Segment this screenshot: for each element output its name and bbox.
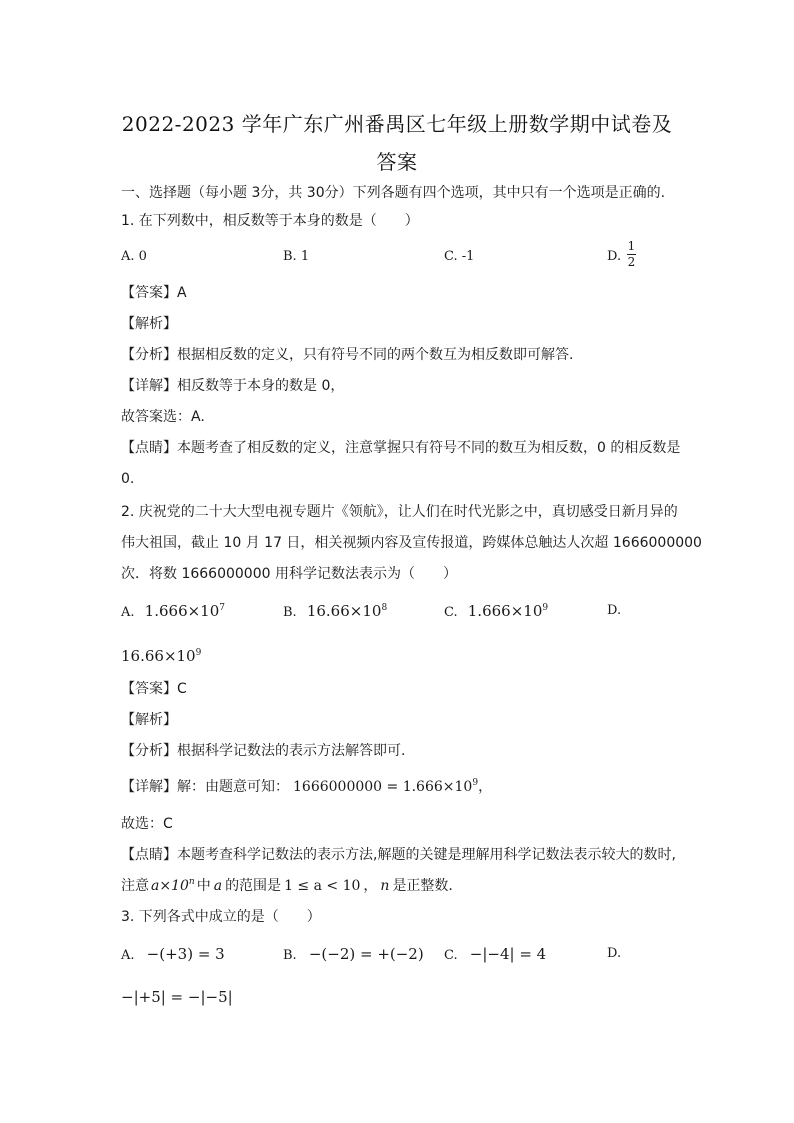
q1-option-b: B. 1: [283, 249, 310, 264]
q1-dianjing-line-2: 0.: [121, 471, 135, 487]
q1-option-c: C. -1: [444, 249, 475, 264]
q1-conclusion: 故答案选：A.: [121, 409, 205, 425]
q3-option-d-math: [121, 988, 233, 1008]
document-title-line-2: 答案: [376, 150, 418, 174]
document-title-line-1: 2022-2023 学年广东广州番禺区七年级上册数学期中试卷及: [121, 112, 673, 136]
option-label: C.: [444, 948, 458, 963]
q2-option-a: [121, 602, 225, 622]
q2-dianjing-line-2: 注意 $a\times 10^n$ 中 a 的范围是 1 ≤ a < 10 ， n 是正整数.: [121, 877, 453, 894]
q1-stem: 1. 在下列数中，相反数等于本身的数是（ ）: [121, 213, 419, 229]
q2-conclusion: 故选：C: [121, 816, 173, 832]
option-math: $1.666\times 10^7$: [144, 602, 226, 620]
q2-option-d-label: D.: [607, 603, 622, 618]
q2-analysis-label: 【解析】: [121, 712, 177, 728]
q1-xiangjie: 【详解】相反数等于本身的数是 0，: [121, 378, 345, 394]
option-math: $16.66\times 10^9$: [121, 647, 202, 665]
option-math: $16.66\times 10^8$: [306, 602, 388, 620]
q1-option-a: A. 0: [121, 249, 147, 264]
q1-fenxi: 【分析】根据相反数的定义，只有符号不同的两个数互为相反数即可解答.: [121, 347, 574, 363]
option-math: −|+5| = −|−5|: [121, 988, 233, 1006]
q2-stem-line-3: 次．将数 1666000000 用科学记数法表示为（ ）: [121, 566, 457, 582]
option-label: A.: [121, 605, 135, 620]
q3-option-c: [444, 945, 546, 965]
q2-dianjing-line-1: 【点睛】本题考查科学记数法的表示方法,解题的关键是理解用科学记数法表示较大的数时,: [121, 847, 676, 863]
q2-xiangjie: 【详解】解：由题意可知： $1666000000 = 1.666\times 10^9$，: [121, 778, 493, 795]
q1-analysis-label: 【解析】: [121, 316, 177, 332]
q1-option-d-fraction: [627, 240, 636, 269]
q1-answer: 【答案】A: [121, 285, 187, 301]
q1-option-d-label: D.: [607, 249, 622, 264]
q2-option-b: [283, 602, 387, 622]
q2-stem-line-2: 伟大祖国，截止 10 月 17 日，相关视频内容及宣传报道，跨媒体总触达人次超 1666000000: [121, 535, 702, 551]
q3-option-b: [283, 945, 424, 965]
option-label: C.: [444, 605, 458, 620]
option-label: B.: [283, 605, 297, 620]
q2-option-c: [444, 602, 548, 622]
q3-option-a: [121, 945, 225, 965]
q1-dianjing-line-1: 【点睛】本题考查了相反数的定义，注意掌握只有符号不同的数互为相反数，0 的相反数是: [121, 440, 681, 456]
option-math: −(+3) = 3: [146, 945, 225, 963]
option-math: −(−2) = +(−2): [308, 945, 424, 963]
q2-fenxi: 【分析】根据科学记数法的表示方法解答即可.: [121, 743, 406, 759]
q3-option-d-label: D.: [607, 946, 622, 961]
fraction-denominator: 2: [627, 255, 636, 269]
fraction-numerator: 1: [627, 239, 636, 253]
option-math: −|−4| = 4: [469, 945, 547, 963]
q3-stem: 3. 下列各式中成立的是（ ）: [121, 909, 321, 925]
q2-answer: 【答案】C: [121, 681, 187, 697]
option-math: $1.666\times 10^9$: [467, 602, 549, 620]
section-heading: 一、选择题（每小题 3分，共 30分）下列各题有四个选项，其中只有一个选项是正确的.: [121, 185, 666, 201]
option-label: A.: [121, 948, 135, 963]
q2-stem-line-1: 2. 庆祝党的二十大大型电视专题片《领航》，让人们在时代光影之中，真切感受日新月异的: [121, 504, 678, 520]
q2-option-d-math: [121, 647, 201, 667]
option-label: B.: [283, 948, 297, 963]
